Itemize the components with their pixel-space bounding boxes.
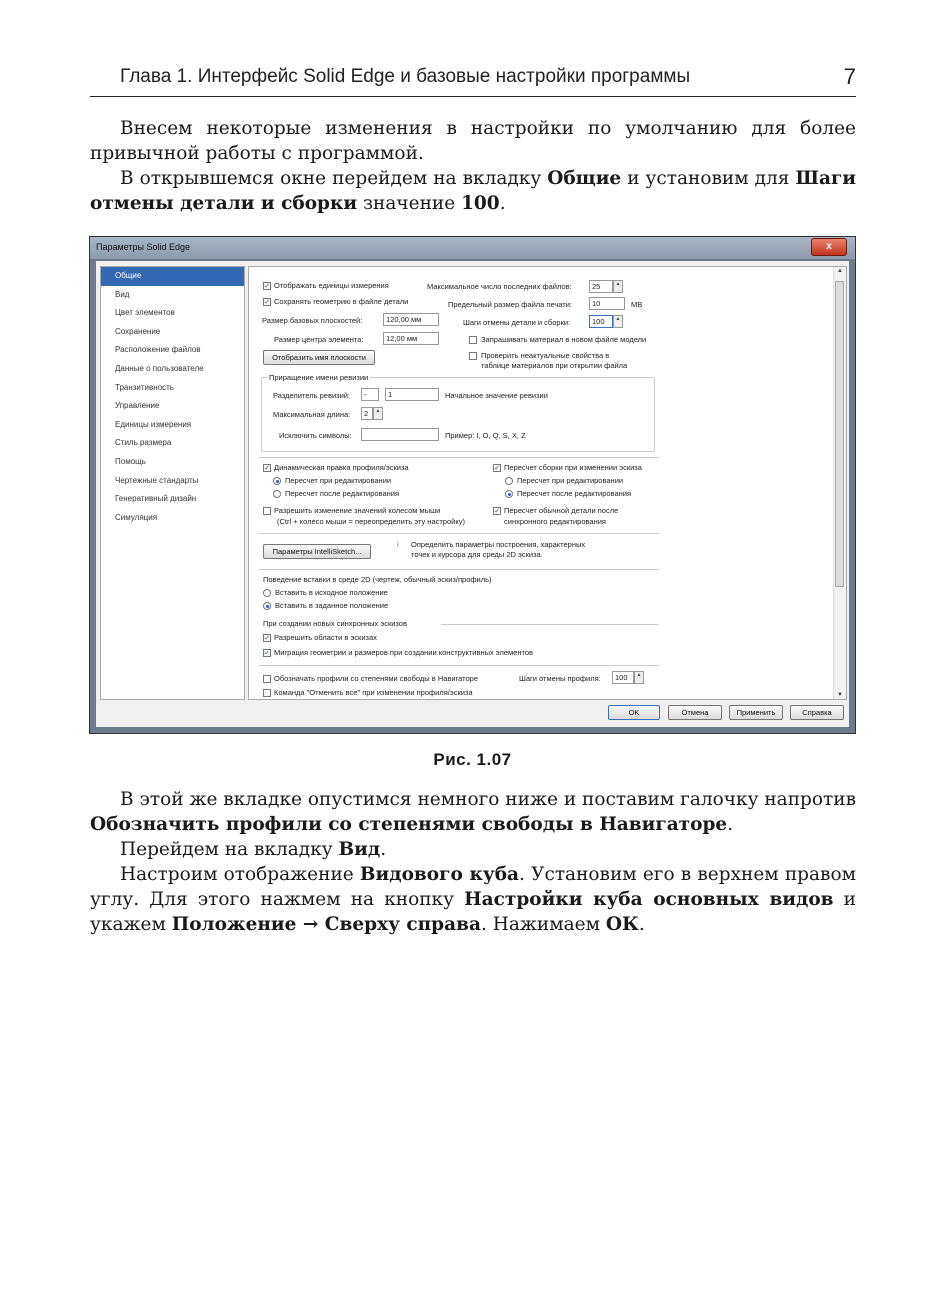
allow-regions-label: Разрешить области в эскизах	[274, 633, 377, 642]
exclude-example: Пример: I, O, Q, S, X, Z	[445, 431, 526, 440]
rev-start-input[interactable]: 1	[385, 388, 439, 401]
general-settings-panel	[248, 266, 847, 700]
dialog-body	[96, 261, 849, 727]
text-run: Настроим отображение	[120, 864, 360, 885]
info-icon: i	[397, 540, 399, 549]
intellisketch-button[interactable]: Параметры IntelliSketch...	[263, 544, 371, 559]
intellisketch-info: Определить параметры построения, характерных	[411, 540, 586, 549]
asm-recalc-during-label: Пересчет при редактировании	[517, 476, 624, 485]
nav-item[interactable]: Управление	[115, 401, 160, 411]
undo-steps-spinner[interactable]: ▲	[613, 315, 623, 328]
divider	[259, 665, 659, 666]
paste-specified-label: Вставить в заданное положение	[275, 601, 389, 610]
sync-recalc-label-2: синхронного редактирования	[504, 517, 606, 526]
divider	[259, 569, 659, 570]
paste-behaviour-label: Поведение вставки в среде 2D (чертеж, обычный эскиз/профиль)	[263, 575, 492, 584]
ask-material-checkbox[interactable]	[469, 336, 477, 344]
page-header	[90, 62, 856, 97]
profile-undo-spinner[interactable]: ▲	[634, 671, 644, 684]
max-length-label: Максимальная длина:	[273, 410, 351, 419]
nav-item[interactable]: Данные о пользователе	[115, 363, 204, 373]
mouse-wheel-label: Разрешить изменение значений колесом мыши	[274, 506, 441, 515]
save-geometry-checkbox[interactable]: ✓	[264, 299, 270, 306]
dialog-titlebar	[90, 237, 855, 259]
text-run: .	[380, 839, 387, 860]
max-length-spinner[interactable]: ▲	[373, 407, 383, 420]
apply-button[interactable]: Применить	[729, 705, 783, 720]
base-planes-label: Размер базовых плоскостей:	[262, 316, 363, 325]
vertical-scrollbar[interactable]	[833, 267, 846, 699]
undo-steps-input[interactable]: 100	[589, 315, 613, 328]
nav-item[interactable]: Симуляция	[115, 512, 158, 522]
text-run: .	[499, 193, 506, 214]
outro-paragraph-3	[90, 862, 856, 937]
bold-run: Положение → Сверху справа	[171, 914, 481, 935]
asm-recalc-after-radio[interactable]	[505, 490, 513, 498]
paste-specified-radio[interactable]	[263, 602, 271, 610]
dialog-title: Параметры Solid Edge	[96, 242, 191, 252]
paste-original-label: Вставить в исходное положение	[275, 588, 388, 597]
scroll-down-arrow[interactable]: ▼	[837, 692, 843, 698]
max-recent-spinner[interactable]: ▲	[613, 280, 623, 293]
allow-regions-checkbox[interactable]: ✓	[264, 635, 270, 642]
text-run: В этой же вкладке опустимся немного ниже и поставим галочку напротив	[120, 789, 856, 810]
settings-dialog-screenshot	[89, 236, 856, 734]
paste-original-radio[interactable]	[263, 589, 271, 597]
show-units-label: Отображать единицы измерения	[274, 281, 389, 290]
outro-text	[90, 787, 856, 937]
recalc-during-edit-radio[interactable]	[273, 477, 281, 485]
text-run: Перейдем на вкладку	[120, 839, 339, 860]
nav-item[interactable]: Цвет элементов	[115, 308, 175, 318]
rev-separator-input[interactable]: -	[361, 388, 379, 401]
dynamic-edit-label: Динамическая правка профиля/эскиза	[274, 463, 409, 472]
profile-undo-label: Шаги отмены профиля:	[519, 674, 601, 683]
asm-recalc-during-radio[interactable]	[505, 477, 513, 485]
migrate-geometry-checkbox[interactable]: ✓	[264, 650, 270, 657]
dynamic-edit-checkbox[interactable]: ✓	[264, 465, 270, 472]
scroll-thumb[interactable]	[835, 281, 844, 587]
show-units-checkbox[interactable]: ✓	[264, 283, 270, 290]
chapter-title: Глава 1. Интерфейс Solid Edge и базовые настройки программы	[120, 66, 691, 87]
text-run: . Установим его в верхнем правом углу. Для этого нажмем на кнопку	[90, 864, 856, 910]
new-sync-sketch-label: При создании новых синхронных эскизов	[263, 619, 407, 628]
close-button[interactable]: x	[811, 238, 847, 256]
save-geometry-label: Сохранять геометрию в файле детали	[274, 297, 409, 306]
rev-start-label: Начальное значение ревизии	[445, 391, 548, 400]
nav-item[interactable]: Общие	[101, 267, 244, 286]
text-run: значение	[357, 193, 462, 214]
text-run: . Нажимаем	[480, 914, 606, 935]
asm-recalc-checkbox[interactable]: ✓	[494, 465, 500, 472]
asm-recalc-after-label: Пересчет после редактирования	[517, 489, 632, 498]
divider	[441, 624, 659, 625]
nav-item[interactable]: Чертежные стандарты	[115, 475, 199, 485]
text-run: .	[727, 814, 734, 835]
divider	[259, 457, 659, 458]
bold-run: Видового куба	[359, 864, 520, 885]
rev-separator-label: Разделитель ревизий:	[273, 391, 351, 400]
asm-recalc-label: Пересчет сборки при изменении эскиза	[504, 463, 642, 472]
cancel-button[interactable]: Отмена	[668, 705, 722, 720]
max-recent-input[interactable]: 25	[589, 280, 613, 293]
text-run: и установим для	[621, 168, 796, 189]
undo-all-label: Команда "Отменить все" при изменении профиля/эскиза	[274, 688, 473, 697]
text-run: и укажем	[90, 889, 856, 935]
page-number: 7	[843, 64, 856, 89]
center-size-select[interactable]: 12,00 мм	[383, 332, 439, 345]
bold-run: 100	[461, 193, 500, 214]
revision-group-title: Приращение имени ревизии	[269, 373, 369, 382]
check-props-label-2: таблице материалов при открытии файла	[481, 361, 628, 370]
intellisketch-info-2: точек и курсора для среды 2D эскиза.	[411, 550, 543, 559]
profile-undo-input[interactable]: 100	[612, 671, 634, 684]
max-length-input[interactable]: 2	[361, 407, 373, 420]
nav-item[interactable]: Вид	[115, 289, 130, 299]
bold-run: Шаги отмены детали и сборки	[90, 168, 857, 214]
outro-paragraph-2	[90, 837, 856, 862]
undo-steps-label: Шаги отмены детали и сборки:	[463, 318, 571, 327]
bold-run: Настройки куба основных видов	[464, 889, 834, 910]
base-planes-select[interactable]: 120,00 мм	[383, 313, 439, 326]
ask-material-label: Запрашивать материал в новом файле модели	[481, 335, 647, 344]
nav-item[interactable]: Стиль размера	[115, 438, 172, 448]
mark-profiles-label: Обозначать профили со степенями свободы в Навигаторе	[274, 674, 479, 683]
nav-item[interactable]: Сохранение	[115, 326, 161, 336]
nav-item[interactable]: Единицы измерения	[115, 419, 192, 429]
divider	[259, 533, 659, 534]
sync-recalc-checkbox[interactable]: ✓	[494, 508, 500, 515]
text-run: В открывшемся окне перейдем на вкладку	[120, 168, 548, 189]
check-props-label: Проверить неактуальные свойства в	[481, 351, 610, 360]
mouse-wheel-checkbox[interactable]	[263, 507, 271, 515]
nav-item[interactable]: Расположение файлов	[115, 345, 201, 355]
mark-profiles-checkbox[interactable]	[263, 675, 271, 683]
nav-item[interactable]: Транзитивность	[115, 382, 174, 392]
figure-caption: Рис. 1.07	[433, 750, 512, 769]
help-button[interactable]: Справка	[790, 705, 844, 720]
recalc-after-edit-label: Пересчет после редактирования	[285, 489, 400, 498]
print-limit-label: Предельный размер файла печати:	[448, 300, 573, 309]
bold-run: Обозначить профили со степенями свободы в Навигаторе	[90, 814, 728, 835]
bold-run: Общие	[547, 168, 622, 189]
center-size-label: Размер центра элемента:	[274, 335, 364, 344]
exclude-chars-label: Исключить символы:	[279, 431, 352, 440]
show-plane-name-button[interactable]: Отобразить имя плоскости	[263, 350, 375, 365]
print-limit-unit: MB	[631, 300, 643, 309]
migrate-geometry-label: Миграция геометрии и размеров при создании конструктивных элементов	[274, 648, 533, 657]
recalc-during-edit-label: Пересчет при редактировании	[285, 476, 392, 485]
intro-paragraph-2	[90, 166, 856, 216]
bold-run: ОК	[605, 914, 639, 935]
bold-run: Вид	[338, 839, 381, 860]
settings-nav-list	[100, 266, 245, 700]
max-recent-label: Максимальное число последних файлов:	[427, 282, 572, 291]
check-props-checkbox[interactable]	[469, 352, 477, 360]
recalc-after-edit-radio[interactable]	[273, 490, 281, 498]
text-run: .	[638, 914, 645, 935]
undo-all-checkbox[interactable]	[263, 689, 271, 697]
exclude-chars-input[interactable]	[361, 428, 439, 441]
mouse-wheel-hint: (Ctrl + колесо мыши = переопределить эту настройку)	[277, 517, 465, 526]
print-limit-input[interactable]: 10	[589, 297, 625, 310]
intro-paragraph-1: Внесем некоторые изменения в настройки по умолчанию для более привычной работы с программой.	[90, 118, 856, 164]
scroll-up-arrow[interactable]: ▲	[837, 268, 843, 274]
ok-button[interactable]: OK	[608, 705, 660, 720]
nav-item[interactable]: Генеративный дизайн	[115, 494, 197, 504]
sync-recalc-label: Пересчет обычной детали после	[504, 506, 619, 515]
intro-text	[90, 116, 856, 216]
outro-paragraph-1	[90, 787, 856, 837]
nav-item[interactable]: Помощь	[115, 456, 146, 466]
